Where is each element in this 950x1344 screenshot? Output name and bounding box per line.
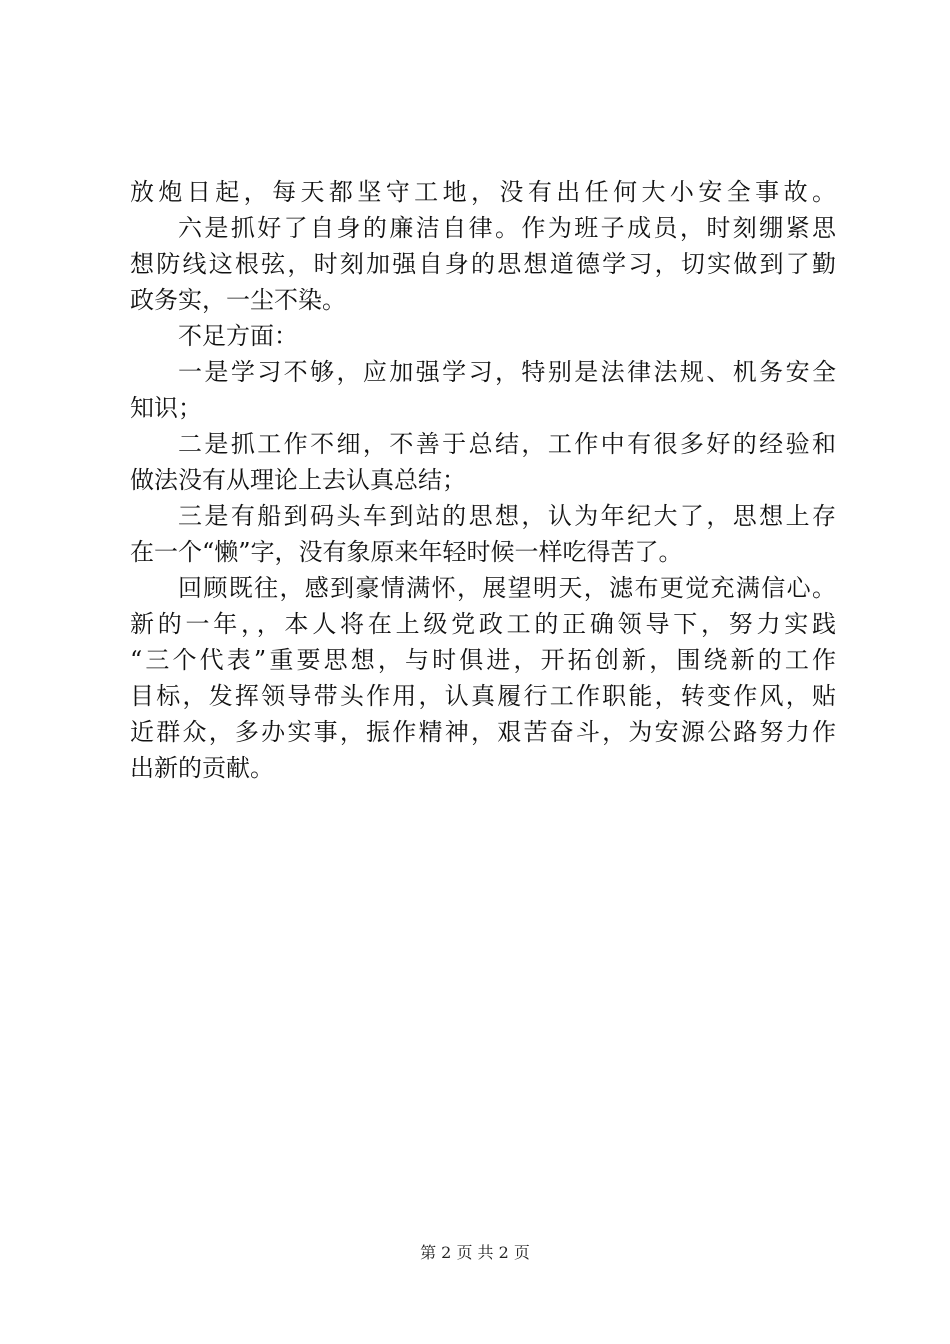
text-line: 出新的贡献。: [130, 754, 274, 782]
page-footer: [0, 1242, 950, 1264]
page-number: 第 2 页 共 2 页: [420, 1243, 530, 1262]
section-heading: 不足方面：: [178, 322, 298, 350]
text-line: 知识；: [130, 394, 202, 422]
text-line: 回顾既往，感到豪情满怀，展望明天，滤布更觉充满信心。: [178, 574, 836, 602]
text-line: 六是抓好了自身的廉洁自律。作为班子成员，时刻绷紧思: [178, 214, 836, 242]
document-body: [130, 174, 836, 786]
text-line: 三是有船到码头车到站的思想，认为年纪大了，思想上存: [178, 502, 836, 530]
text-line: 新的一年，，本人将在上级党政工的正确领导下，努力实践: [130, 610, 836, 638]
text-line: 二是抓工作不细，不善于总结，工作中有很多好的经验和: [178, 430, 836, 458]
text-line: 在一个“懒”字，没有象原来年轻时候一样吃得苦了。: [130, 538, 683, 566]
text-line: 目标，发挥领导带头作用，认真履行工作职能，转变作风，贴: [130, 682, 836, 710]
text-line: 近群众，多办实事，振作精神，艰苦奋斗，为安源公路努力作: [130, 718, 836, 746]
text-line: 想防线这根弦，时刻加强自身的思想道德学习，切实做到了勤: [130, 250, 836, 278]
text-line: 一是学习不够，应加强学习，特别是法律法规、机务安全: [178, 358, 836, 386]
text-line: 放炮日起，每天都坚守工地，没有出任何大小安全事故。: [130, 178, 836, 206]
text-line: “三个代表”重要思想，与时俱进，开拓创新，围绕新的工作: [130, 646, 836, 674]
text-line: 政务实，一尘不染。: [130, 286, 346, 314]
text-line: 做法没有从理论上去认真总结；: [130, 466, 466, 494]
